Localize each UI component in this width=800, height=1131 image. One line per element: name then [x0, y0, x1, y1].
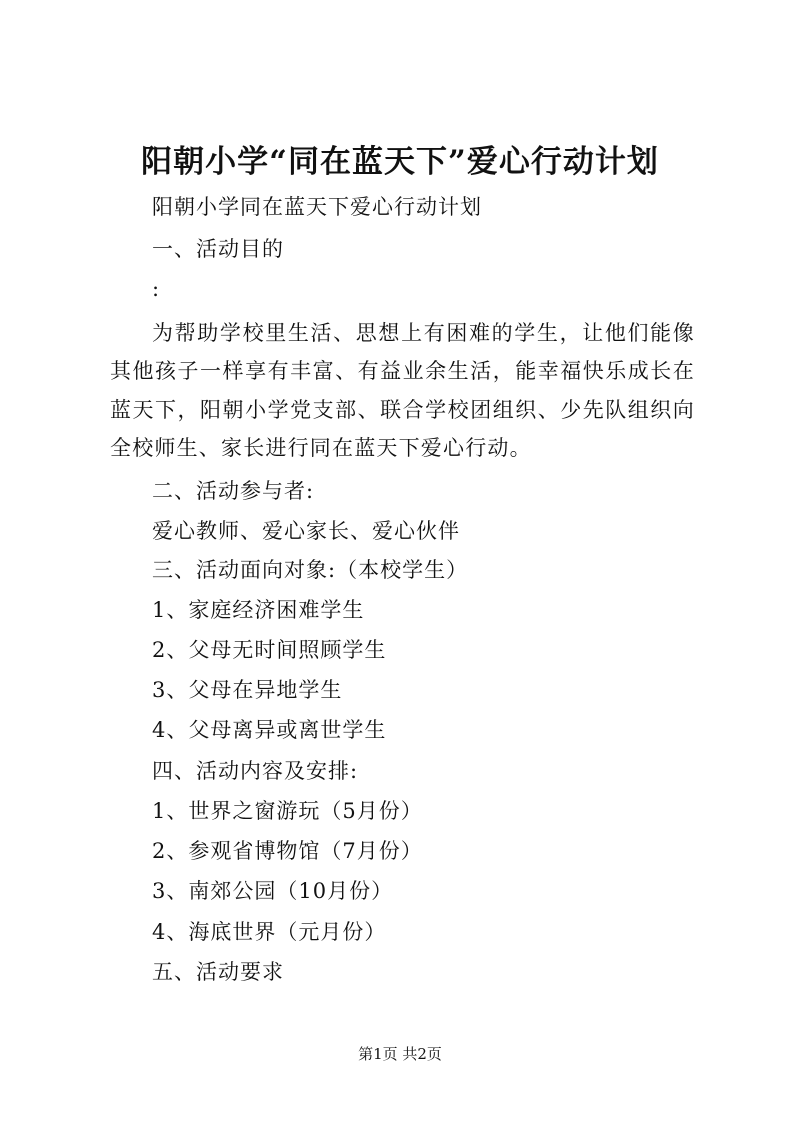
activity-item: 3、南郊公园（10月份） — [152, 879, 394, 903]
purpose-paragraph: 为帮助学校里生活、思想上有困难的学生，让他们能像其他孩子一样享有丰富、有益业余生活，能幸福快乐成长在蓝天下，阳朝小学党支部、联合学校团组织、少先队组织向全校师生、家长进行同在蓝天下爱心行动。 — [110, 321, 695, 460]
section-heading-participants: 二、活动参与者: — [152, 479, 315, 503]
activity-item: 1、世界之窗游玩（5月份） — [152, 799, 423, 823]
document-title: 阳朝小学“同在蓝天下”爱心行动计划 — [141, 144, 659, 180]
colon-line: : — [152, 277, 161, 301]
section-heading-requirements: 五、活动要求 — [152, 960, 284, 984]
section-heading-activities: 四、活动内容及安排: — [152, 759, 359, 783]
target-item: 1、家庭经济困难学生 — [152, 598, 365, 622]
participants-text: 爱心教师、爱心家长、爱心伙伴 — [152, 519, 460, 543]
target-item: 3、父母在异地学生 — [152, 678, 343, 702]
document-subtitle: 阳朝小学同在蓝天下爱心行动计划 — [152, 195, 482, 219]
target-item: 2、父母无时间照顾学生 — [152, 638, 387, 662]
activity-item: 2、参观省博物馆（7月份） — [152, 839, 423, 863]
activity-item: 4、海底世界（元月份） — [152, 920, 387, 944]
target-item: 4、父母离异或离世学生 — [152, 718, 387, 742]
section-heading-targets: 三、活动面向对象:（本校学生） — [152, 558, 469, 582]
section-heading-purpose: 一、活动目的 — [152, 237, 284, 261]
page-number-footer: 第1页 共2页 — [358, 1045, 442, 1063]
